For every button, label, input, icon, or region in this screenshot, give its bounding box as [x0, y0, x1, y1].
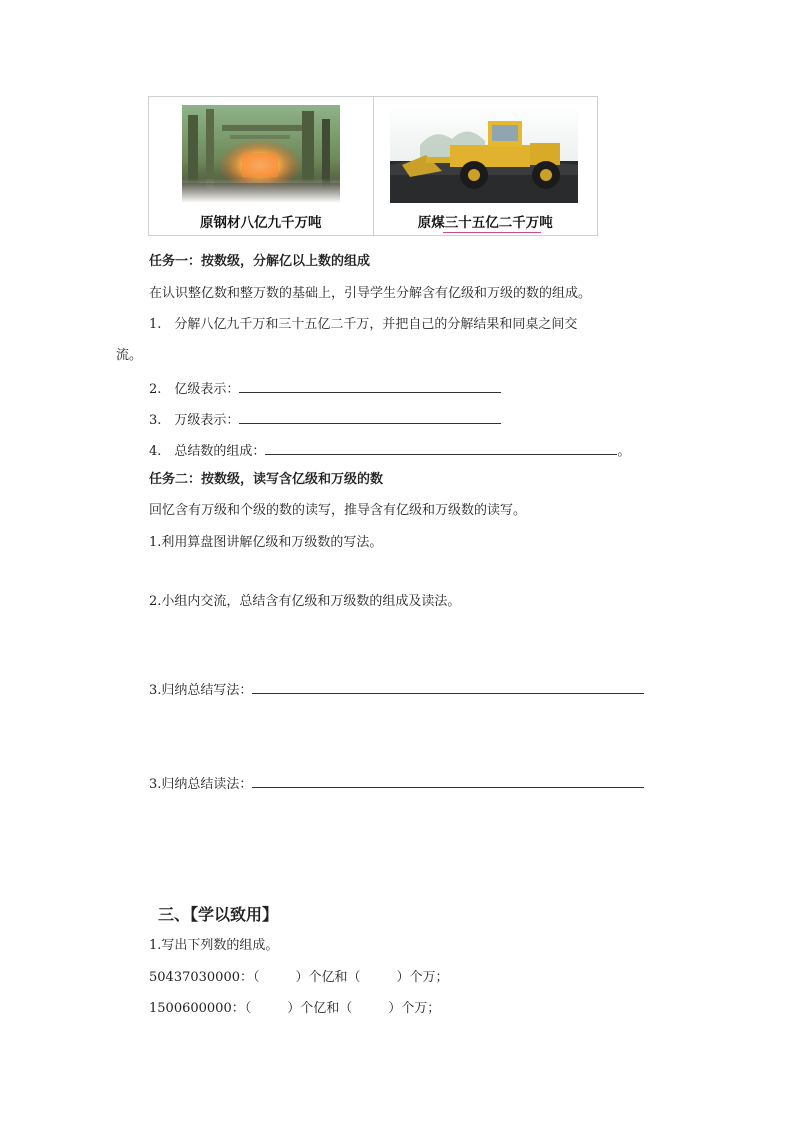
- task2-intro: 回忆含有万级和个级的数的读写，推导含有亿级和万级数的读写。: [149, 503, 527, 518]
- task2-item2: 2.小组内交流，总结含有亿级和万级数的组成及读法。: [149, 594, 461, 609]
- exercise-number: 50437030000：: [149, 970, 253, 985]
- composition-period: 。: [617, 444, 631, 459]
- wheel-loader-coal-photo: [390, 105, 578, 203]
- task1-item1-line2: 流。: [116, 348, 143, 363]
- reading-method-blank[interactable]: [252, 774, 644, 788]
- wan-level-label: 3. 万级表示：: [149, 413, 240, 428]
- writing-method-blank[interactable]: [252, 680, 644, 694]
- task2-title: 任务二：按数级，读写含亿级和万级的数: [149, 472, 384, 487]
- yi-level-blank[interactable]: [239, 379, 501, 393]
- yi-unit-text: ）个亿和（: [287, 1001, 353, 1016]
- task1-item1-line1: 1. 分解八亿九千万和三十五亿二千万，并把自己的分解结果和同桌之间交: [149, 317, 578, 332]
- exercise-row: [149, 1001, 440, 1017]
- wan-unit-text: ）个万；: [388, 1001, 441, 1016]
- task1-item3: [149, 410, 501, 429]
- image-cell-coal: [373, 97, 598, 235]
- image-cell-steel: [149, 97, 373, 235]
- task1-item4: [149, 441, 630, 460]
- section3-title: 三、【学以致用】: [158, 905, 279, 924]
- exercise-number: 1500600000：: [149, 1001, 245, 1016]
- open-paren: （: [252, 970, 260, 985]
- yi-unit-text: ）个亿和（: [295, 970, 361, 985]
- open-paren: （: [244, 1001, 252, 1016]
- task1-intro: 在认识整亿数和整万数的基础上，引导学生分解含有亿级和万级的数的组成。: [149, 286, 592, 301]
- steel-mill-photo: [182, 105, 340, 203]
- caption-underline: [443, 232, 541, 233]
- exercise-row: [149, 970, 449, 986]
- wan-unit-text: ）个万；: [396, 970, 449, 985]
- task2-item3: [149, 680, 644, 699]
- composition-label: 4. 总结数的组成：: [149, 444, 266, 459]
- reading-method-label: 3.归纳总结读法：: [149, 777, 253, 792]
- yi-level-label: 2. 亿级表示：: [149, 382, 240, 397]
- section3-q1: 1.写出下列数的组成。: [149, 938, 279, 953]
- coal-caption: 原煤三十五亿二千万吨: [417, 215, 553, 231]
- task2-item1: 1.利用算盘图讲解亿级和万级数的写法。: [149, 535, 383, 550]
- image-table: [148, 96, 598, 236]
- writing-method-label: 3.归纳总结写法：: [149, 683, 253, 698]
- task2-item4: [149, 774, 644, 793]
- steel-caption: 原钢材八亿九千万吨: [200, 215, 322, 231]
- wan-level-blank[interactable]: [239, 410, 501, 424]
- composition-blank[interactable]: [265, 441, 617, 455]
- task1-item2: [149, 379, 501, 398]
- task1-title: 任务一：按数级，分解亿以上数的组成: [149, 254, 371, 269]
